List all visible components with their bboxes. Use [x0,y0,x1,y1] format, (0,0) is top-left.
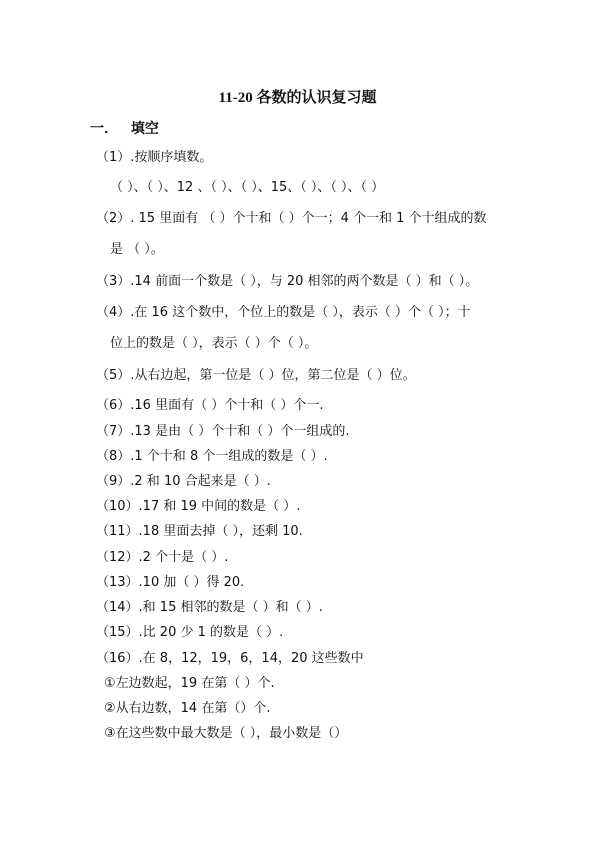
question-14: （14）.和 15 相邻的数是（ ）和（ ）. [96,600,323,615]
question-16-part-1: ①左边数起，19 在第（ ）个. [104,676,275,691]
question-7: （7）.13 是由（ ）个十和（ ）个一组成的. [96,424,350,439]
question-16-part-3: ③在这些数中最大数是（ ），最小数是（） [104,726,348,741]
question-6: （6）.16 里面有（ ）个十和（ ）个一. [96,398,324,413]
question-1-sequence: （ ）、（ ）、12 、（ ）、（ ）、15、（ ）、（ ）、（ ） [110,180,385,195]
question-12: （12）.2 个十是（ ）. [96,550,229,565]
question-10: （10）.17 和 19 中间的数是（ ）. [96,499,301,514]
question-16: （16）.在 8，12，19，6，14，20 这些数中 [96,651,364,666]
question-2-continued: 是 （ ）。 [110,242,164,257]
question-16-part-2: ②从右边数，14 在第（）个. [104,701,271,716]
section-heading [90,118,159,138]
page-title: 11-20 各数的认识复习题 [218,90,377,106]
section-label: 填空 [130,121,159,137]
question-11: （11）.18 里面去掉（ ），还剩 10. [96,524,303,539]
question-5: （5）.从右边起，第一位是（ ）位，第二位是（ ）位。 [96,368,416,383]
question-4: （4）.在 16 这个数中，个位上的数是（ ），表示（ ）个（ ）；十 [96,305,471,320]
question-4-continued: 位上的数是（ ），表示（ ）个（ ）。 [110,336,318,351]
question-2: （2）. 15 里面有 （ ）个十和（ ）个一；4 个一和 1 个十组成的数 [96,211,487,226]
question-15: （15）.比 20 少 1 的数是（ ）. [96,625,284,640]
question-8: （8）.1 个十和 8 个一组成的数是（ ）. [96,449,328,464]
question-9: （9）.2 和 10 合起来是（ ）. [96,474,271,489]
question-13: （13）.10 加（ ）得 20. [96,575,245,590]
question-3: （3）.14 前面一个数是（ ），与 20 相邻的两个数是（ ）和（ ）。 [96,274,479,289]
question-1: （1）.按顺序填数。 [96,150,213,165]
section-number: 一． [90,121,118,137]
